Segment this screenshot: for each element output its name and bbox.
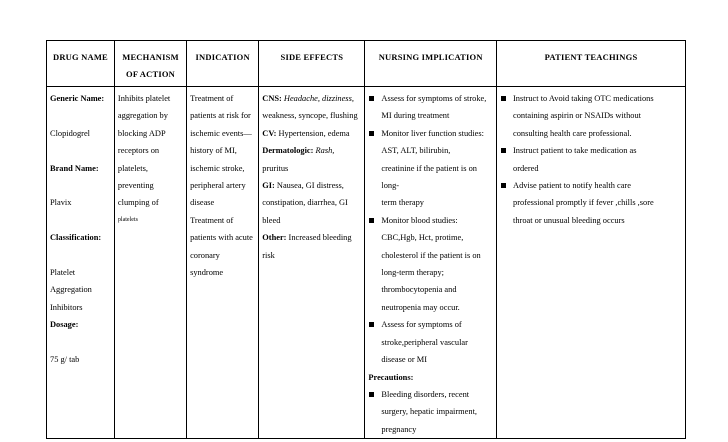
nursing-line: CBC,Hgb, Hct, protime, bbox=[381, 233, 464, 243]
teaching-line: Advise patient to notify health care bbox=[513, 181, 631, 191]
nursing-line: Assess for symptoms of bbox=[381, 320, 462, 330]
other-text: Increased bleeding bbox=[288, 233, 352, 243]
side-effect-line: weakness, syncope, flushing bbox=[262, 111, 358, 121]
header-drug-name: DRUG NAME bbox=[47, 41, 115, 87]
bullet-square-icon bbox=[369, 96, 374, 101]
header-row bbox=[47, 41, 686, 87]
teaching-line: Instruct patient to take medication as bbox=[513, 146, 637, 156]
mechanism-line: aggregation by bbox=[117, 111, 168, 121]
nursing-line: long-term therapy; bbox=[381, 268, 444, 278]
indication-line: Treatment of bbox=[190, 94, 234, 103]
teaching-item bbox=[500, 90, 682, 142]
nursing-line: AST, ALT, bilirubin, bbox=[381, 146, 451, 156]
cell-patient-teachings bbox=[497, 87, 686, 439]
cell-side-effects bbox=[259, 87, 365, 439]
mechanism-line: Inhibits platelet bbox=[117, 94, 171, 103]
teaching-line: ordered bbox=[513, 163, 539, 173]
teaching-line: throat or unusual bleeding occurs bbox=[513, 215, 625, 225]
header-side-effects: SIDE EFFECTS bbox=[259, 41, 365, 87]
teaching-line: Instruct to Avoid taking OTC medications bbox=[513, 94, 654, 103]
classification-line: Inhibitors bbox=[50, 302, 83, 312]
precaution-item bbox=[368, 386, 493, 438]
mechanism-line: receptors on bbox=[117, 146, 160, 156]
indication-line: ischemic events— bbox=[190, 128, 252, 138]
nursing-line: MI during treatment bbox=[381, 111, 450, 121]
precaution-line: surgery, hepatic impairment, bbox=[381, 407, 477, 417]
nursing-line: neutropenia may occur. bbox=[381, 302, 460, 312]
cv-text: Hypertension, edema bbox=[278, 128, 350, 138]
side-effect-line: risk bbox=[262, 250, 275, 260]
teaching-line: professional promptly if fever ,chills ,sore bbox=[513, 198, 654, 208]
nursing-line: term therapy bbox=[381, 198, 424, 208]
side-effect-cv bbox=[262, 125, 361, 142]
mechanism-line: platelets bbox=[117, 216, 138, 223]
indication-line: coronary bbox=[190, 250, 220, 260]
brand-name-label: Brand Name: bbox=[50, 163, 99, 173]
indication-line: ischemic stroke, bbox=[190, 163, 245, 173]
side-effect-line: constipation, diarrhea, GI bbox=[262, 198, 348, 208]
nursing-item bbox=[368, 316, 493, 368]
precautions-list bbox=[368, 386, 493, 438]
nursing-line: Assess for symptoms of stroke, bbox=[381, 94, 487, 103]
cell-drug-name bbox=[47, 87, 115, 439]
side-effect-other bbox=[262, 229, 361, 246]
bullet-square-icon bbox=[369, 322, 374, 327]
classification-line: Aggregation bbox=[50, 285, 92, 295]
mechanism-line: clumping of bbox=[117, 198, 159, 208]
precautions-label: Precautions: bbox=[368, 372, 414, 382]
cns-text: Headache, dizziness, bbox=[283, 94, 354, 103]
other-label: Other: bbox=[262, 233, 287, 243]
bullet-square-icon bbox=[369, 218, 374, 223]
nursing-line: Monitor liver function studies: bbox=[381, 128, 484, 138]
drug-study-table bbox=[46, 40, 686, 439]
nursing-item bbox=[368, 90, 493, 125]
nursing-line: stroke,peripheral vascular bbox=[381, 337, 468, 347]
bullet-square-icon bbox=[369, 131, 374, 136]
nursing-list bbox=[368, 90, 493, 369]
cell-nursing-implication bbox=[365, 87, 497, 439]
side-effect-line: bleed bbox=[262, 215, 281, 225]
generic-name-value: Clopidogrel bbox=[50, 128, 91, 138]
nursing-item bbox=[368, 212, 493, 316]
precaution-line: pregnancy bbox=[381, 424, 417, 434]
nursing-line: Monitor blood studies: bbox=[381, 215, 458, 225]
indication-line: syndrome bbox=[190, 268, 224, 278]
dosage-label: Dosage: bbox=[50, 320, 79, 330]
nursing-line: disease or MI bbox=[381, 355, 427, 365]
indication-line: Treatment of bbox=[190, 215, 234, 225]
mechanism-line: platelets, bbox=[117, 163, 148, 173]
side-effect-cns bbox=[262, 90, 361, 107]
nursing-line: cholesterol if the patient is on bbox=[381, 250, 481, 260]
teaching-line: containing aspirin or NSAIDs without bbox=[513, 111, 641, 121]
gi-text: Nausea, GI distress, bbox=[276, 181, 344, 191]
brand-name-value: Plavix bbox=[50, 198, 72, 208]
nursing-line: creatinine if the patient is on long- bbox=[381, 163, 477, 191]
cell-indication bbox=[187, 87, 259, 439]
bullet-square-icon bbox=[369, 392, 374, 397]
cns-label: CNS: bbox=[262, 94, 282, 103]
teaching-item bbox=[500, 177, 682, 229]
header-indication: INDICATION bbox=[187, 41, 259, 87]
mechanism-line: preventing bbox=[117, 181, 154, 191]
content-row bbox=[47, 87, 686, 439]
cv-label: CV: bbox=[262, 128, 277, 138]
gi-label: GI: bbox=[262, 181, 275, 191]
teachings-list bbox=[500, 90, 682, 229]
teaching-item bbox=[500, 142, 682, 177]
derm-label: Dermatologic: bbox=[262, 146, 314, 156]
drug-card bbox=[46, 40, 686, 434]
teaching-line: consulting health care professional. bbox=[513, 128, 632, 138]
side-effect-derm bbox=[262, 142, 361, 159]
classification-label: Classification: bbox=[50, 233, 102, 243]
header-nursing-implication: NURSING IMPLICATION bbox=[365, 41, 497, 87]
bullet-square-icon bbox=[501, 148, 506, 153]
cell-mechanism bbox=[114, 87, 186, 439]
header-patient-teachings: PATIENT TEACHINGS bbox=[497, 41, 686, 87]
side-effect-gi bbox=[262, 177, 361, 194]
nursing-item bbox=[368, 125, 493, 212]
mechanism-line: blocking ADP bbox=[117, 128, 166, 138]
derm-text: Rash, bbox=[315, 146, 335, 156]
dosage-value: 75 g/ tab bbox=[50, 355, 80, 364]
indication-line: patients with acute bbox=[190, 233, 253, 243]
header-mechanism: MECHANISM OF ACTION bbox=[114, 41, 186, 87]
generic-name-label: Generic Name: bbox=[50, 94, 105, 103]
indication-line: history of MI, bbox=[190, 146, 237, 156]
bullet-square-icon bbox=[501, 96, 506, 101]
indication-line: disease bbox=[190, 198, 215, 208]
indication-line: patients at risk for bbox=[190, 111, 251, 121]
classification-line: Platelet bbox=[50, 267, 76, 277]
indication-line: peripheral artery bbox=[190, 181, 246, 191]
nursing-line: thrombocytopenia and bbox=[381, 285, 457, 295]
side-effect-line: pruritus bbox=[262, 163, 289, 173]
precaution-line: Bleeding disorders, recent bbox=[381, 389, 470, 399]
bullet-square-icon bbox=[501, 183, 506, 188]
